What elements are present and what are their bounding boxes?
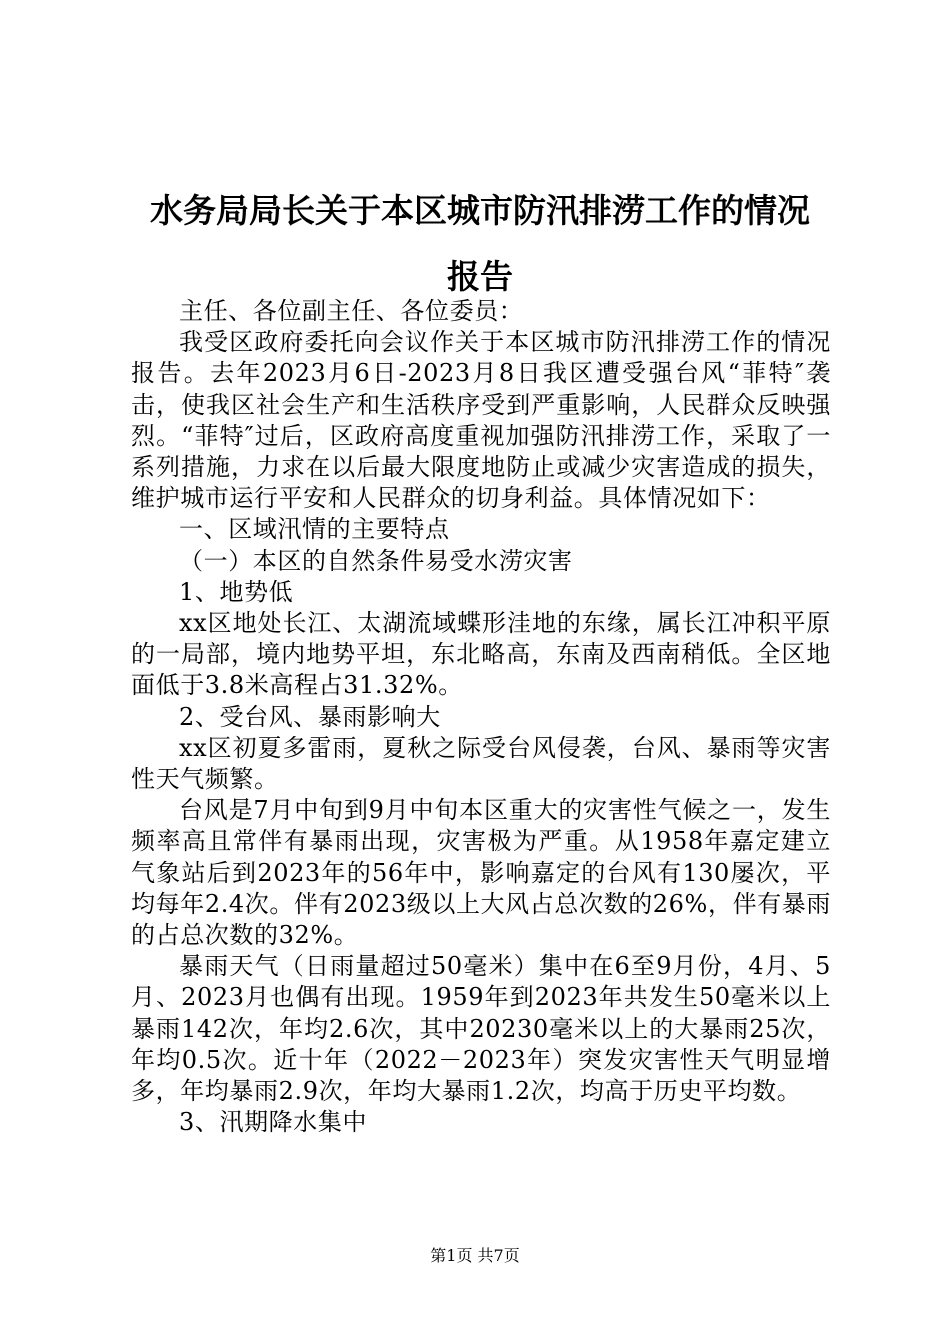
item-heading-2: 2、受台风、暴雨影响大 <box>179 702 441 731</box>
rainstorm-paragraph: 暴雨天气（日雨量超过50毫米）集中在6至9月份，4月、5月、2023月也偶有出现。1959年到2023年共发生50毫米以上暴雨142次，年均2.6次，其中20230毫米以上的大暴雨25次，年均0.5次。近十年（2022－2023年）突发灾害性天气明显增多，年均暴雨2.9次，年均大暴雨1.2次，均高于历史平均数。 <box>131 952 831 1106</box>
weather-paragraph: xx区初夏多雷雨，夏秋之际受台风侵袭，台风、暴雨等灾害性天气频繁。 <box>131 733 831 794</box>
page-footer: 第1页 共7页 <box>430 1246 520 1265</box>
title-line-1: 水务局局长关于本区城市防汛排涝工作的情况 <box>150 191 810 230</box>
item-heading-1: 1、地势低 <box>179 577 294 606</box>
document-title <box>110 178 850 310</box>
intro-paragraph: 我受区政府委托向会议作关于本区城市防汛排涝工作的情况报告。去年2023月6日-2023月8日我区遭受强台风“菲特″袭击，使我区社会生产和生活秩序受到严重影响，人民群众反映强烈。“菲特″过后，区政府高度重视加强防汛排涝工作，采取了一系列措施，力求在以后最大限度地防止或减少灾害造成的损失，维护城市运行平安和人民群众的切身利益。具体情况如下： <box>131 328 831 513</box>
terrain-paragraph: xx区地处长江、太湖流域蝶形洼地的东缘，属长江冲积平原的一局部，境内地势平坦，东北略高，东南及西南稍低。全区地面低于3.8米高程占31.32%。 <box>131 609 831 700</box>
item-heading-3: 3、汛期降水集中 <box>179 1108 368 1137</box>
typhoon-paragraph: 台风是7月中旬到9月中旬本区重大的灾害性气候之一，发生频率高且常伴有暴雨出现，灾害极为严重。从1958年嘉定建立气象站后到2023年的56年中，影响嘉定的台风有130屡次，平均每年2.4次。伴有2023级以上大风占总次数的26%，伴有暴雨的占总次数的32%。 <box>131 796 831 950</box>
title-line-2: 报告 <box>447 257 513 296</box>
document-body <box>131 296 831 1138</box>
subsection-heading-1: （一）本区的自然条件易受水涝灾害 <box>179 546 573 575</box>
section-heading-1: 一、区域汛情的主要特点 <box>179 515 450 544</box>
salutation: 主任、各位副主任、各位委员： <box>179 297 524 325</box>
